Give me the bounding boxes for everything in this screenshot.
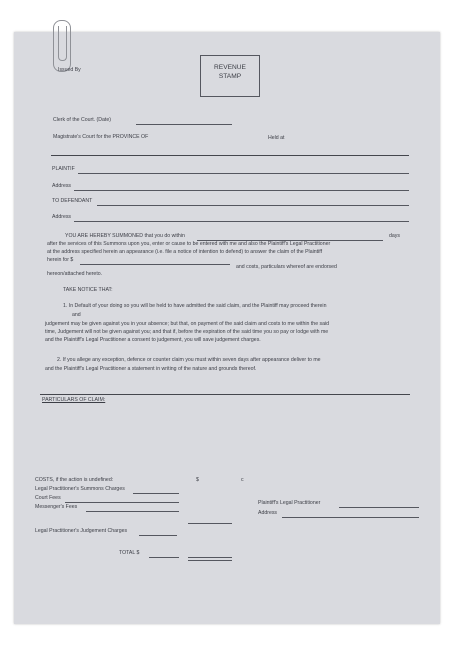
address-line-2 [74, 221, 409, 222]
total-label: TOTAL $ [119, 550, 140, 556]
clerk-label: Clerk of the Court. (Date) [53, 117, 111, 123]
magistrate-court-label: Magistrate's Court for the PROVINCE OF [53, 134, 149, 140]
messenger-fees-line [86, 511, 179, 512]
dollar-column-label: $ [196, 477, 199, 483]
issued-by-label: Issued By [58, 67, 81, 73]
take-notice-heading: TAKE NOTICE THAT: [63, 287, 113, 293]
notice-1-line-1: 1. In Default of your doing so you will be held to have admitted the said claim, and the Plaintiff may proceed therein [63, 303, 327, 309]
subtotal-line [188, 523, 232, 524]
summons-line-4b: and costs, particulars whereof are endorsed [236, 264, 337, 270]
claim-amount-line [80, 264, 230, 265]
total-dollar-line [149, 557, 179, 558]
defendant-line [97, 205, 409, 206]
address-line-1 [74, 190, 409, 191]
address-line-3 [282, 517, 419, 518]
summons-charges-label: Legal Practitioner's Summons Charges [35, 486, 125, 492]
messenger-fees-label: Messenger's Fees [35, 504, 78, 510]
plaintiff-practitioner-label: Plaintiff's Legal Practitioner [258, 500, 321, 506]
revenue-stamp-line2: STAMP [218, 73, 242, 80]
notice-2-line-1: 2. If you allege any exception, defence or counter claim you must within seven days after appearance deliver to me [57, 357, 321, 363]
revenue-stamp-line1: REVENUE [214, 64, 246, 71]
notice-1-line-2: and [72, 312, 81, 318]
plaintiff-practitioner-line [339, 507, 419, 508]
particulars-top-line [40, 394, 410, 395]
to-defendant-label: TO DEFENDANT [52, 198, 93, 204]
court-fees-label: Court Fees [35, 495, 61, 501]
summons-line-5: hereon/attached hereto. [47, 271, 103, 277]
address-label-3: Address [258, 510, 278, 516]
days-label: days [389, 233, 400, 239]
summons-line-3: at the address specified herein an appearance (i.e. file a notice of intention to defend) to answer the claim of the Plaintiff [47, 249, 323, 255]
revenue-stamp-box [200, 55, 260, 97]
summons-line-4: herein for $ [47, 257, 74, 263]
clerk-date-line [136, 124, 232, 125]
notice-1-line-4: time, Judgement will not be given against you; and that if, before the expiration of the said time you so pay or lodge with me [45, 329, 329, 335]
notice-1-line-3: judgement may be given against you in your absence; but that, on payment of the said claim and costs to me within the said [45, 321, 330, 327]
plaintiff-line [78, 173, 409, 174]
plaintiff-label: PLAINTIF [52, 166, 75, 172]
notice-2-line-2: and the Plaintiff's Legal Practitioner a statement in writing of the nature and grounds thereof. [45, 366, 257, 372]
paper-clip-inner-icon [58, 26, 67, 61]
notice-1-line-5: and the Plaintiff's Legal Practitioner a consent to judgement, you will save judgement charges. [45, 337, 261, 343]
particulars-heading: PARTICULARS OF CLAIM: [42, 397, 106, 403]
divider-line [51, 155, 409, 156]
total-cents-line-2 [188, 560, 232, 561]
total-cents-line-1 [188, 557, 232, 558]
court-fees-line [65, 502, 179, 503]
cents-column-label: c [241, 477, 244, 483]
summons-line-2: after the services of this Summons upon you, enter or cause to be entered with me and also the Plaintiff's Legal Practitioner [47, 241, 331, 247]
held-at-label: Held at [268, 135, 285, 141]
judgement-charges-label: Legal Practitioner's Judgement Charges [35, 528, 128, 534]
summons-charges-line [133, 493, 179, 494]
address-label-1: Address [52, 183, 72, 189]
costs-heading: COSTS, if the action is undefined: [35, 477, 114, 483]
judgement-charges-line [139, 535, 177, 536]
summons-line-1: YOU ARE HEREBY SUMMONED that you do within [65, 233, 185, 239]
address-label-2: Address [52, 214, 72, 220]
